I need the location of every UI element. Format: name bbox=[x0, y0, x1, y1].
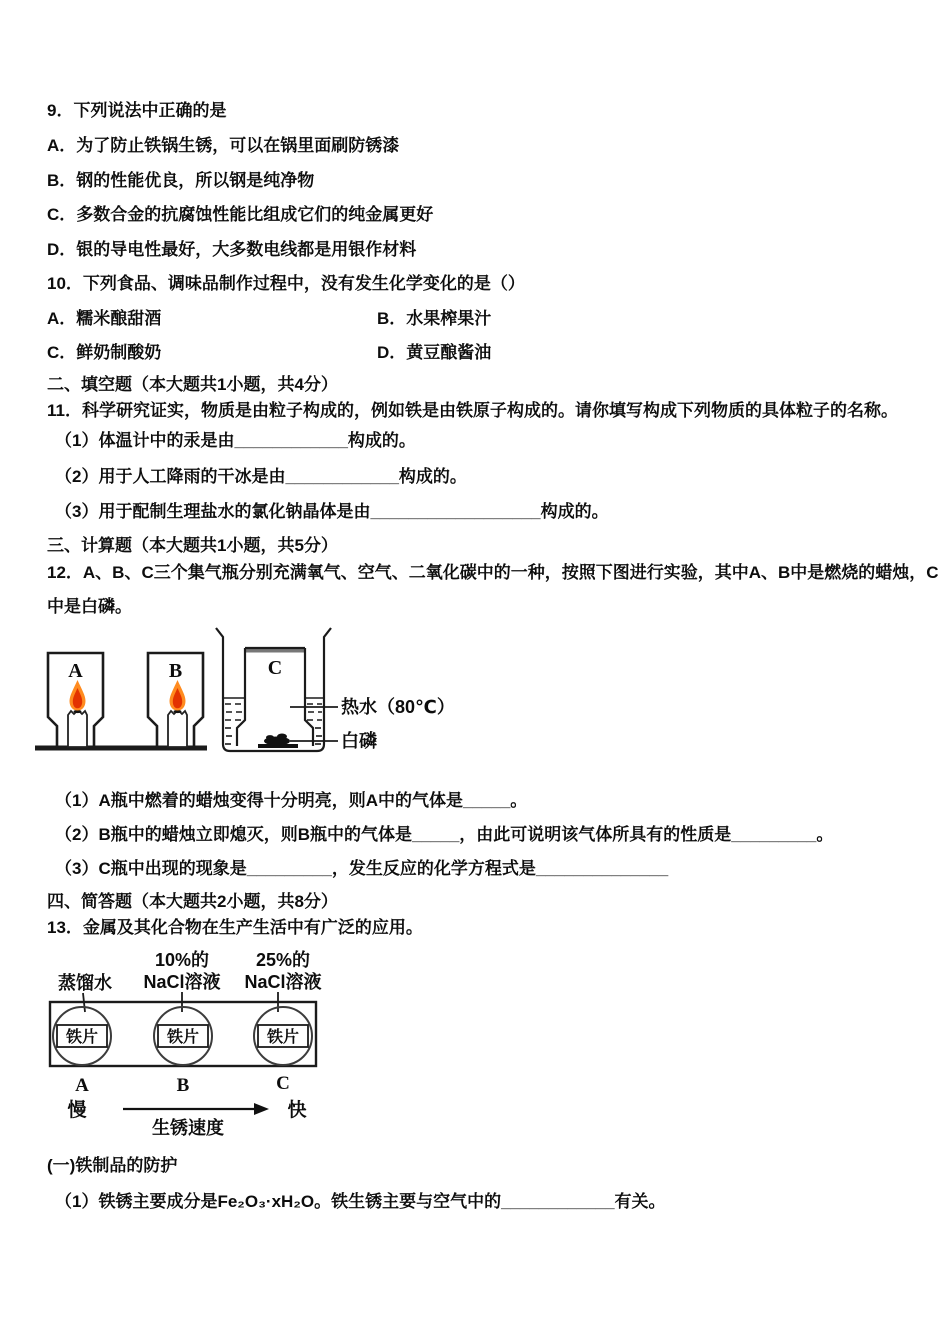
question-10-stem: 10．下列食品、调味品制作过程中，没有发生化学变化的是（） bbox=[47, 274, 525, 293]
nacl10-label-line1: 10%的 bbox=[154, 950, 210, 970]
question-9-option-c: C．多数合金的抗腐蚀性能比组成它们的纯金属更好 bbox=[47, 205, 434, 224]
nacl10-label-line2: NaCl溶液 bbox=[143, 972, 221, 992]
question-11-sub1: （1）体温计中的汞是由____________构成的。 bbox=[55, 431, 416, 450]
question-10-option-b: B．水果榨果汁 bbox=[377, 309, 492, 328]
combustion-experiment-diagram bbox=[30, 622, 470, 762]
iron-piece-label-b: 铁片 bbox=[166, 1029, 200, 1046]
candle-a bbox=[68, 710, 87, 747]
dish-a-label: A bbox=[75, 1075, 89, 1096]
jar-c-label: C bbox=[267, 657, 283, 679]
nacl25-label-line2: NaCl溶液 bbox=[244, 972, 322, 992]
question-10-option-a: A．糯米酿甜酒 bbox=[47, 309, 162, 328]
question-12-sub3: （3）C瓶中出现的现象是_________，发生反应的化学方程式是______________ bbox=[55, 859, 669, 878]
question-9-option-a: A．为了防止铁锅生锈，可以在锅里面刷防锈漆 bbox=[47, 136, 400, 155]
question-11-sub2: （2）用于人工降雨的干冰是由____________构成的。 bbox=[55, 467, 467, 486]
white-phosphorus bbox=[258, 734, 298, 747]
section-heading-fill-in: 二、填空题（本大题共1小题，共4分） bbox=[47, 375, 338, 394]
question-13-part1-title: (一)铁制品的防护 bbox=[47, 1156, 178, 1175]
dish-b-label: B bbox=[176, 1075, 190, 1096]
slow-label: 慢 bbox=[67, 1100, 87, 1121]
white-phosphorus-label: 白磷 bbox=[341, 731, 377, 751]
question-12-sub2: （2）B瓶中的蜡烛立即熄灭，则B瓶中的气体是_____，由此可说明该气体所具有的性质是_________。 bbox=[55, 825, 834, 844]
gas-jar-a bbox=[48, 653, 103, 748]
question-12-sub1: （1）A瓶中燃着的蜡烛变得十分明亮，则A中的气体是_____。 bbox=[55, 791, 528, 810]
dish-b bbox=[154, 1007, 212, 1065]
rusting-experiment-diagram bbox=[40, 945, 420, 1140]
jar-b-label: B bbox=[168, 660, 183, 682]
question-11-sub3: （3）用于配制生理盐水的氯化钠晶体是由__________________构成的。 bbox=[55, 502, 609, 521]
beaker bbox=[216, 628, 455, 751]
dish-a bbox=[53, 1007, 111, 1065]
gas-jar-b bbox=[148, 653, 203, 748]
question-13-sub1: （1）铁锈主要成分是Fe₂O₃·xH₂O。铁生锈主要与空气中的____________有关。 bbox=[55, 1192, 666, 1211]
section-heading-short-answer: 四、简答题（本大题共2小题，共8分） bbox=[47, 892, 338, 911]
nacl25-label-line1: 25%的 bbox=[255, 950, 311, 970]
iron-piece-label-a: 铁片 bbox=[65, 1029, 99, 1046]
section-heading-calculation: 三、计算题（本大题共1小题，共5分） bbox=[47, 536, 338, 555]
rust-speed-label: 生锈速度 bbox=[152, 1118, 224, 1138]
distilled-water-label: 蒸馏水 bbox=[58, 973, 112, 993]
iron-piece-label-c: 铁片 bbox=[266, 1029, 300, 1046]
question-10-option-d: D．黄豆酿酱油 bbox=[377, 343, 492, 362]
fast-label: 快 bbox=[287, 1100, 307, 1121]
jar-a-label: A bbox=[68, 660, 83, 682]
question-12-stem-line2: 中是白磷。 bbox=[47, 597, 132, 616]
question-9-option-d: D．银的导电性最好，大多数电线都是用银作材料 bbox=[47, 240, 417, 259]
question-9-option-b: B．钢的性能优良，所以钢是纯净物 bbox=[47, 171, 315, 190]
rust-speed-arrow-head bbox=[254, 1103, 269, 1115]
question-10-option-c: C．鲜奶制酸奶 bbox=[47, 343, 162, 362]
dish-c bbox=[254, 1007, 312, 1065]
question-9-stem: 9．下列说法中正确的是 bbox=[47, 101, 227, 120]
question-13-stem: 13．金属及其化合物在生产生活中有广泛的应用。 bbox=[47, 918, 423, 937]
dish-c-label: C bbox=[276, 1073, 290, 1094]
candle-b bbox=[168, 710, 187, 747]
gas-jar-c bbox=[237, 648, 313, 746]
question-12-stem-line1: 12．A、B、C三个集气瓶分别充满氧气、空气、二氧化碳中的一种，按照下图进行实验，其中A、B中是燃烧的蜡烛，C bbox=[47, 563, 939, 582]
question-11-stem: 11．科学研究证实，物质是由粒子构成的，例如铁是由铁原子构成的。请你填写构成下列物质的具体粒子的名称。 bbox=[47, 401, 898, 420]
hot-water-label: 热水（80℃） bbox=[341, 697, 455, 717]
